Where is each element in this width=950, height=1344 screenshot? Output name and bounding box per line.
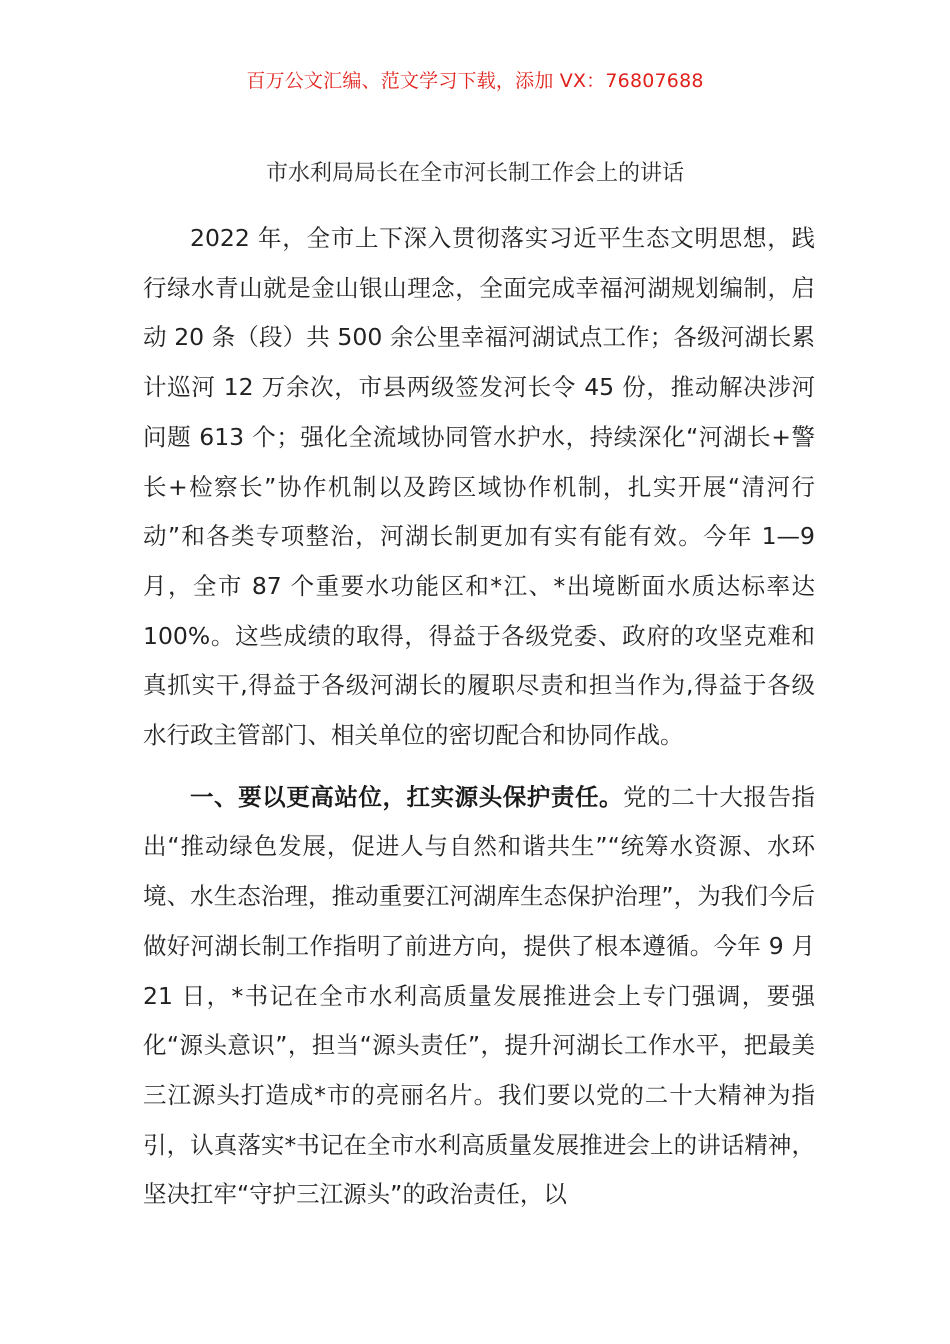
document-title: 市水利局局长在全市河长制工作会上的讲话 <box>265 161 684 186</box>
paragraph-1-text: 2022 年，全市上下深入贯彻落实习近平生态文明思想，践行绿水青山就是金山银山理念，全面完成幸福河湖规划编制，启动 20 条（段）共 500 余公里幸福河湖试点工作；各级河湖长累计巡河 12 万余次，市县两级签发河长令 45 份，推动解决涉河问题 613 个；强化全流域协同管水护水，持续深化“河湖长+警长+检察长”协作机制以及跨区域协作机制，扎实开展“清河行动”和各类专项整治，河湖长制更加有实有能有效。今年 1—9 月，全市 87 个重要水功能区和*江、*出境断面水质达标率达 100%。这些成绩的取得，得益于各级党委、政府的攻坚克难和真抓实干,得益于各级河湖长的履职尽责和担当作为,得益于各级水行政主管部门、相关单位的密切配合和协同作战。 <box>143 224 815 750</box>
paragraph-2-text: 党的二十大报告指出“推动绿色发展，促进人与自然和谐共生”“统筹水资源、水环境、水生态治理，推动重要江河湖库生态保护治理”，为我们今后做好河湖长制工作指明了前进方向，提供了根本遵循。今年 9 月 21 日，*书记在全市水利高质量发展推进会上专门强调，要强化“源头意识”，担当“源头责任”，提升河湖长工作水平，把最美三江源头打造成*市的亮丽名片。我们要以党的二十大精神为指引，认真落实*书记在全市水利高质量发展推进会上的讲话精神，坚决扛牢“守护三江源头”的政治责任，以 <box>143 782 816 1209</box>
paragraph-2 <box>143 773 815 1220</box>
header-banner: 百万公文汇编、范文学习下载，添加 VX：76807688 <box>246 70 704 92</box>
paragraph-1 <box>143 214 815 761</box>
document-body <box>143 214 815 1220</box>
section-heading-1: 一、要以更高站位，扛实源头保护责任。 <box>190 782 624 811</box>
